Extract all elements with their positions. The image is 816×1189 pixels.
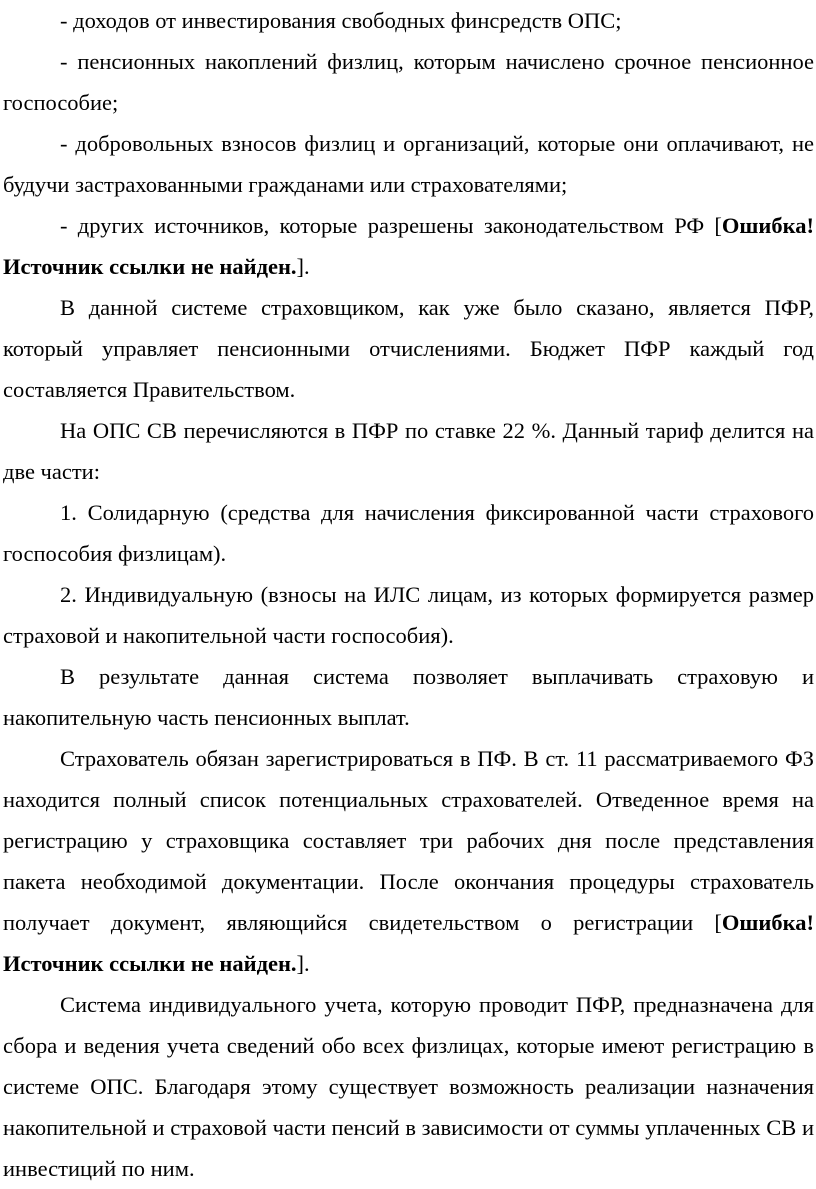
paragraph-contribution-rate: На ОПС СВ перечисляются в ПФР по ставке 22 %. Данный тариф делится на две части: — [3, 418, 814, 484]
paragraph-registration — [3, 738, 814, 984]
paragraph-result: В результате данная система позволяет выплачивать страховую и накопительную часть пенсионных выплат. — [3, 664, 814, 730]
paragraph-voluntary-contributions: - добровольных взносов физлиц и организаций, которые они оплачивают, не будучи застрахованными гражданами или страхователями; — [3, 131, 814, 197]
paragraph-individual-accounting: Система индивидуального учета, которую проводит ПФР, предназначена для сбора и ведения учета сведений обо всех физлицах, которые имеют регистрацию в системе ОПС. Благодаря этому существует возможность реализации назначения накопительной и страховой части пенсий в зависимости от суммы уплаченных СВ и инвестиций по ним. — [3, 992, 814, 1181]
paragraph-other-sources — [3, 205, 814, 287]
document-page — [3, 0, 814, 1189]
paragraph-individual-part: 2. Индивидуальную (взносы на ИЛС лицам, из которых формируется размер страховой и накопительной части госпособия). — [3, 582, 814, 648]
reference-error-text: Ошибка! Источник ссылки не найден. — [3, 910, 814, 976]
paragraph-other-sources-text: - других источников, которые разрешены законодательством РФ [ — [60, 213, 722, 238]
paragraph-income-investment: - доходов от инвестирования свободных финсредств ОПС; — [60, 8, 622, 33]
paragraph-pension-savings: - пенсионных накоплений физлиц, которым начислено срочное пенсионное госпособие; — [3, 49, 814, 115]
paragraph-solidary-part: 1. Солидарную (средства для начисления фиксированной части страхового госпособия физлицам). — [3, 500, 814, 566]
paragraph-insurer-pfr: В данной системе страховщиком, как уже было сказано, является ПФР, который управляет пенсионными отчислениями. Бюджет ПФР каждый год составляется Правительством. — [3, 295, 814, 402]
paragraph-registration-text: Страхователь обязан зарегистрироваться в ПФ. В ст. 11 рассматриваемого ФЗ находится полный список потенциальных страхователей. Отведенное время на регистрацию у страховщика составляет три рабочих дня после представления пакета необходимой документации. После окончания процедуры страхователь получает документ, являющийся свидетельством о регистрации [ — [3, 746, 814, 935]
reference-error-text: Ошибка! Источник ссылки не найден. — [3, 213, 814, 279]
paragraph-registration-end: ]. — [296, 951, 310, 976]
paragraph-other-sources-end: ]. — [296, 254, 310, 279]
